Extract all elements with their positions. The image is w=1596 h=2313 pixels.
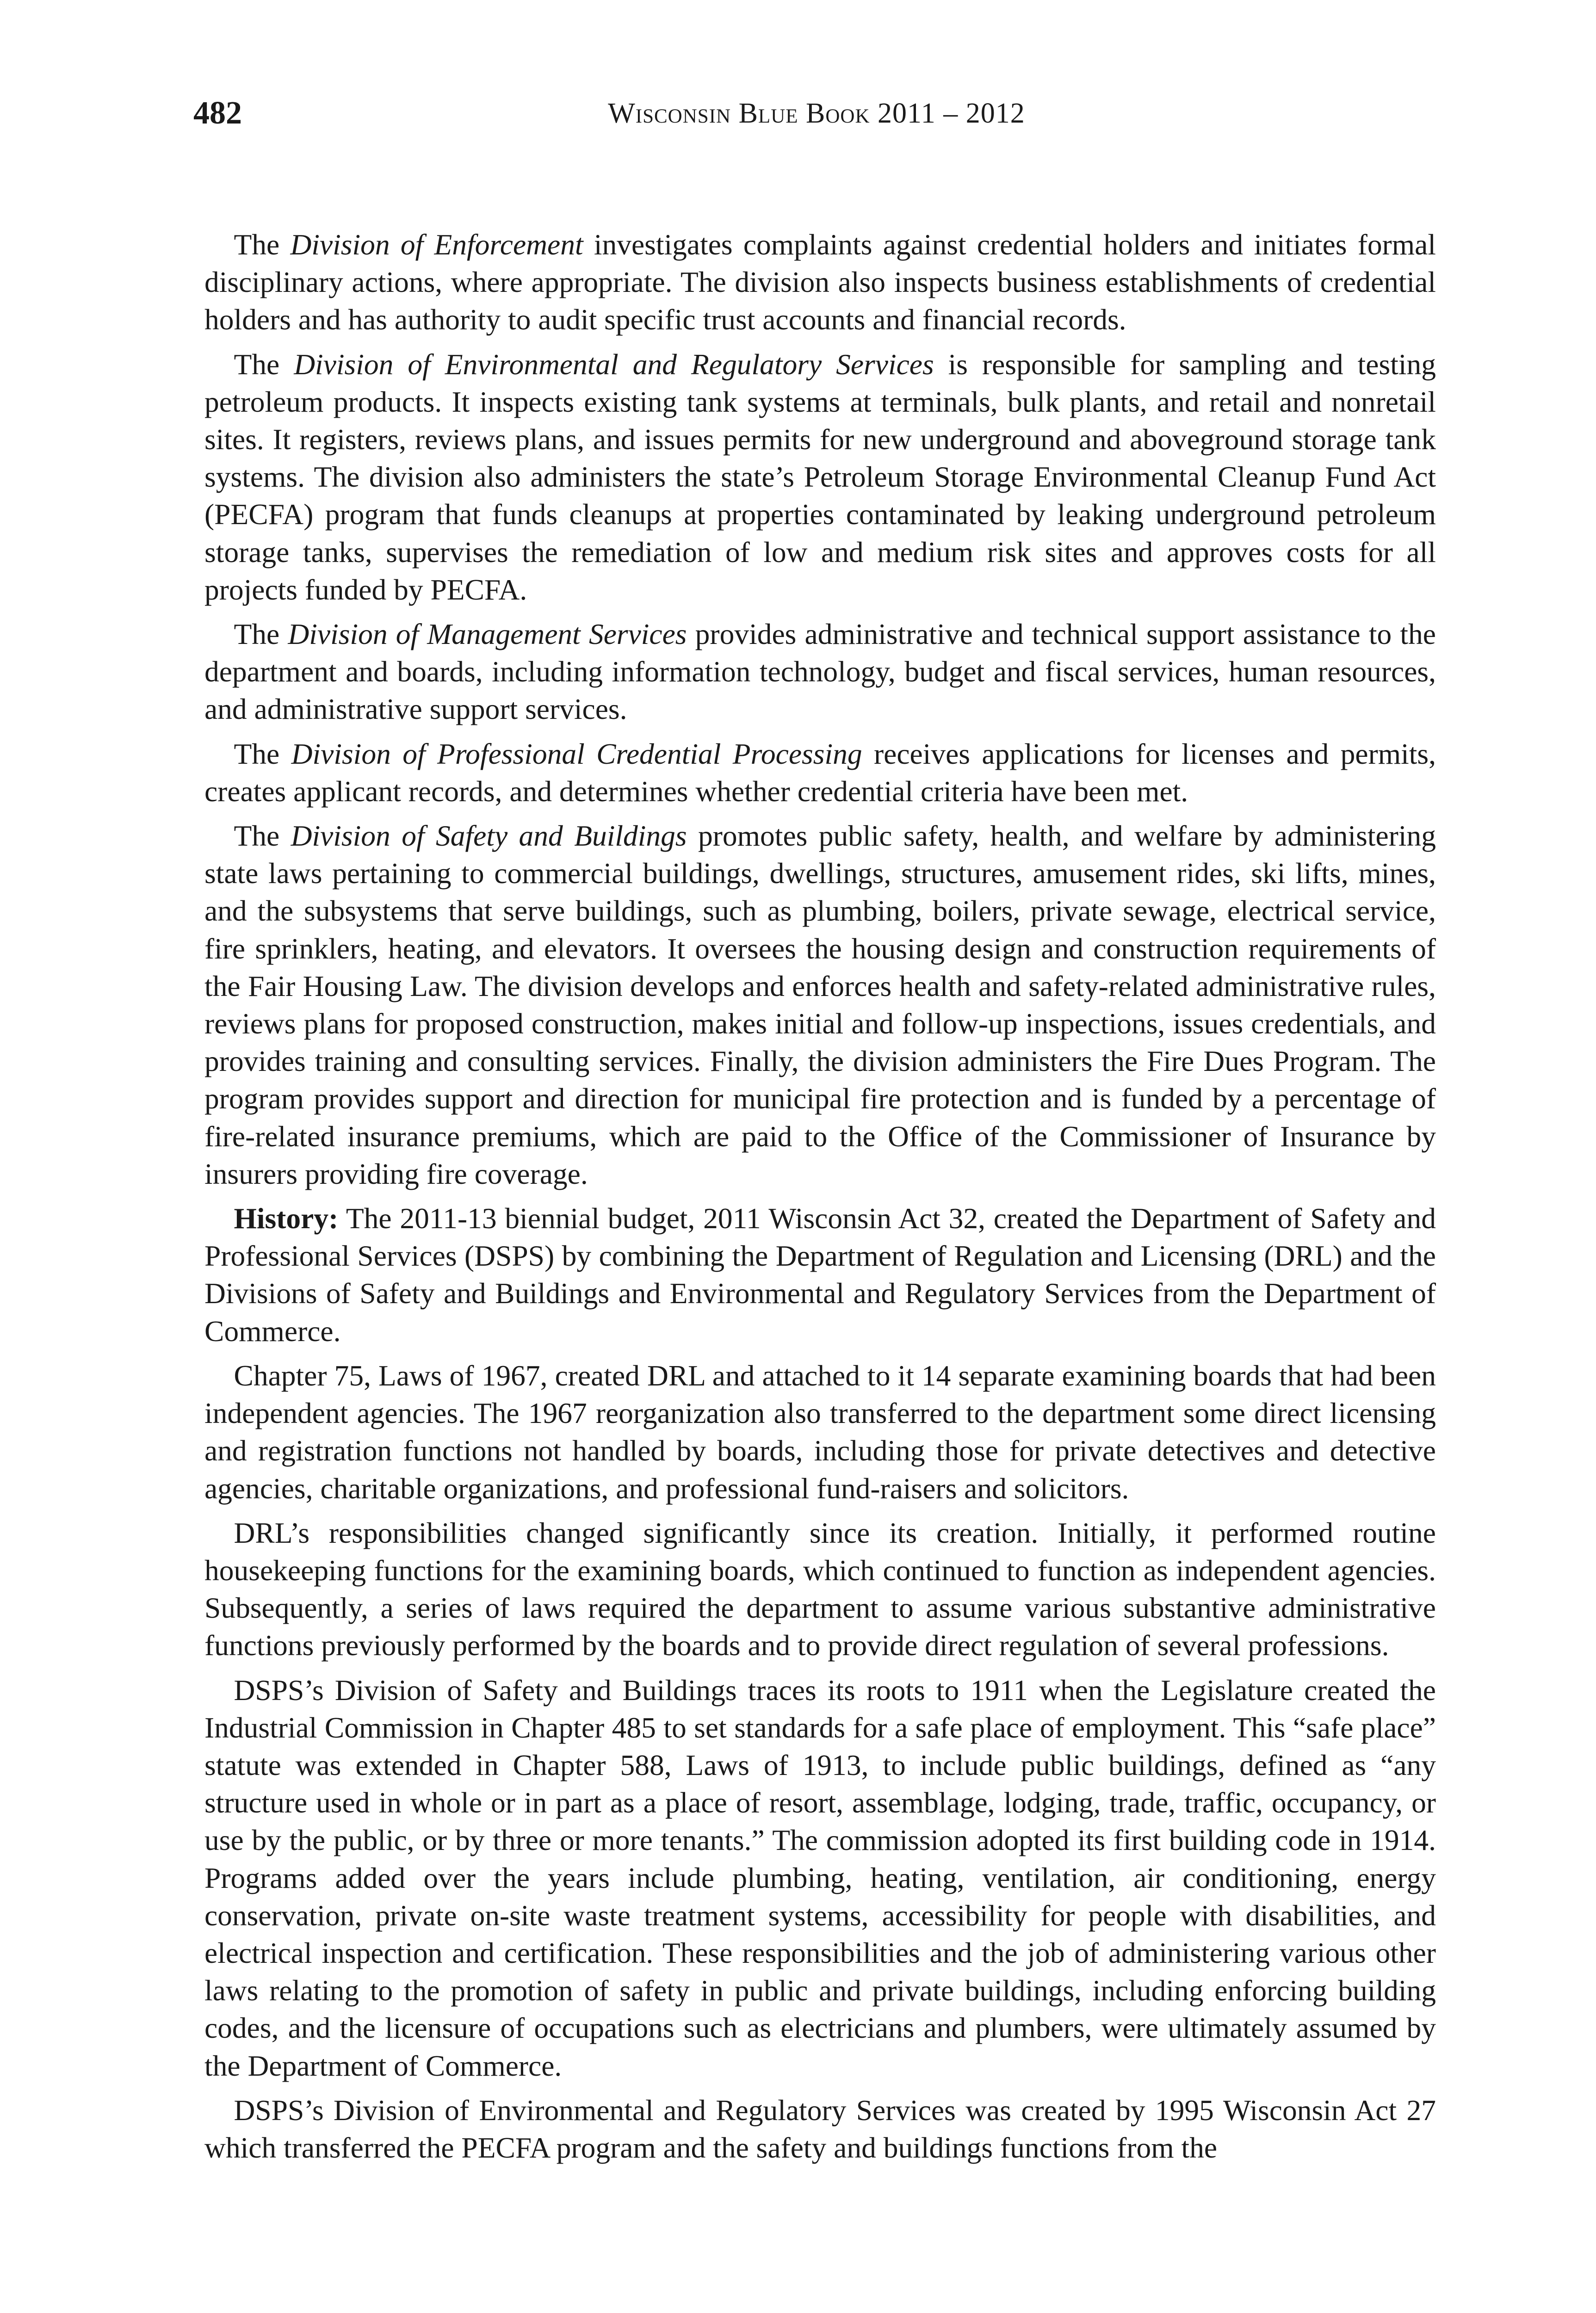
history-text: The 2011-13 biennial budget, 2011 Wisconsin Act 32, created the Department of Safety and Professional Services (DSPS) by combining the Department of Regulation and Licensing (DRL) and the Divisions of Safety and Buildings and Environmental and Regulatory Services from the Department of Commerce. <box>204 1202 1436 1348</box>
paragraph-division-enforcement <box>204 226 1436 339</box>
running-head: Wisconsin Blue Book 2011 – 2012 <box>608 98 1025 129</box>
page-number: 482 <box>193 95 242 131</box>
paragraph-division-safety-buildings <box>204 817 1436 1193</box>
paragraph-lead: The <box>234 618 288 651</box>
division-name: Division of Management Services <box>288 618 687 651</box>
paragraph-text: Chapter 75, Laws of 1967, created DRL and attached to it 14 separate examining boards that had been independent agencies. The 1967 reorganization also transferred to the department some direct licensing and registration functions not handled by boards, including those for private detectives and detective agencies, charitable organizations, and professional fund-raisers and solicitors. <box>204 1359 1436 1505</box>
paragraph-text: DSPS’s Division of Safety and Buildings traces its roots to 1911 when the Legislature created the Industrial Commission in Chapter 485 to set standards for a safe place of employment. This “safe place” statute was extended in Chapter 588, Laws of 1913, to include public buildings, defined as “any structure used in whole or in part as a place of resort, assemblage, lodging, trade, traffic, occupancy, or use by the public, or by three or more tenants.” The commission adopted its first building code in 1914. Programs added over the years include plumbing, heating, ventilation, air conditioning, energy conservation, private on-site waste treatment systems, accessibility for people with disabilities, and electrical inspection and certification. These responsibilities and the job of administering various other laws relating to the promotion of safety in public and private buildings, including enforcing building codes, and the licensure of occupations such as electricians and plumbers, were ultimately assumed by the Department of Commerce. <box>204 1673 1436 2082</box>
paragraph-lead: The <box>234 737 291 770</box>
body-text <box>204 226 1436 2173</box>
paragraph-drl-responsibilities <box>204 1514 1436 1664</box>
paragraph-lead: The <box>234 347 294 381</box>
paragraph-lead: The <box>234 819 291 853</box>
paragraph-lead: The <box>234 228 291 261</box>
paragraph-division-environmental <box>204 346 1436 608</box>
paragraph-text: DSPS’s Division of Environmental and Regulatory Services was created by 1995 Wisconsin Act 27 which transferred the PECFA program and the safety and buildings functions from the <box>204 2093 1436 2164</box>
paragraph-text: promotes public safety, health, and welfare by administering state laws pertaining to commercial buildings, dwellings, structures, amusement rides, ski lifts, mines, and the subsystems that serve buildings, such as plumbing, boilers, private sewage, electrical service, fire sprinklers, heating, and elevators. It oversees the housing design and construction requirements of the Fair Housing Law. The division develops and enforces health and safety-related administrative rules, reviews plans for proposed construction, makes initial and follow-up inspections, issues credentials, and provides training and consulting services. Finally, the division administers the Fire Dues Program. The program provides support and direction for municipal fire protection and is funded by a percentage of fire-related insurance premiums, which are paid to the Office of the Commissioner of Insurance by insurers providing fire coverage. <box>204 819 1436 1190</box>
paragraph-history <box>204 1200 1436 1350</box>
paragraph-division-management <box>204 615 1436 728</box>
history-label: History: <box>234 1202 339 1235</box>
paragraph-text: investigates complaints against credential holders and initiates formal disciplinary actions, where appropriate. The division also inspects business establishments of credential holders and has authority to audit specific trust accounts and financial records. <box>204 228 1436 336</box>
paragraph-text: is responsible for sampling and testing petroleum products. It inspects existing tank systems at terminals, bulk plants, and retail and nonretail sites. It registers, reviews plans, and issues permits for new underground and aboveground storage tank systems. The division also administers the state’s Petroleum Storage Environmental Cleanup Fund Act (PECFA) program that funds cleanups at properties contaminated by leaking underground petroleum storage tanks, supervises the remediation of low and medium risk sites and approves costs for all projects funded by PECFA. <box>204 347 1436 606</box>
paragraph-division-credential-processing <box>204 735 1436 810</box>
paragraph-environmental-history <box>204 2091 1436 2166</box>
paragraph-text: provides administrative and technical support assistance to the department and boards, including information technology, budget and fiscal services, human resources, and administrative support services. <box>204 618 1436 726</box>
division-name: Division of Environmental and Regulatory Services <box>294 347 934 381</box>
paragraph-chapter-75 <box>204 1357 1436 1507</box>
paragraph-text: DRL’s responsibilities changed significantly since its creation. Initially, it performed routine housekeeping functions for the examining boards, which continued to function as independent agencies. Subsequently, a series of laws required the department to assume various substantive administrative functions previously performed by the boards and to provide direct regulation of several professions. <box>204 1516 1436 1662</box>
paragraph-safety-buildings-history <box>204 1671 1436 2084</box>
division-name: Division of Enforcement <box>290 228 583 261</box>
division-name: Division of Safety and Buildings <box>291 819 687 853</box>
paragraph-text: receives applications for licenses and permits, creates applicant records, and determines whether credential criteria have been met. <box>204 737 1436 808</box>
division-name: Division of Professional Credential Processing <box>291 737 862 770</box>
